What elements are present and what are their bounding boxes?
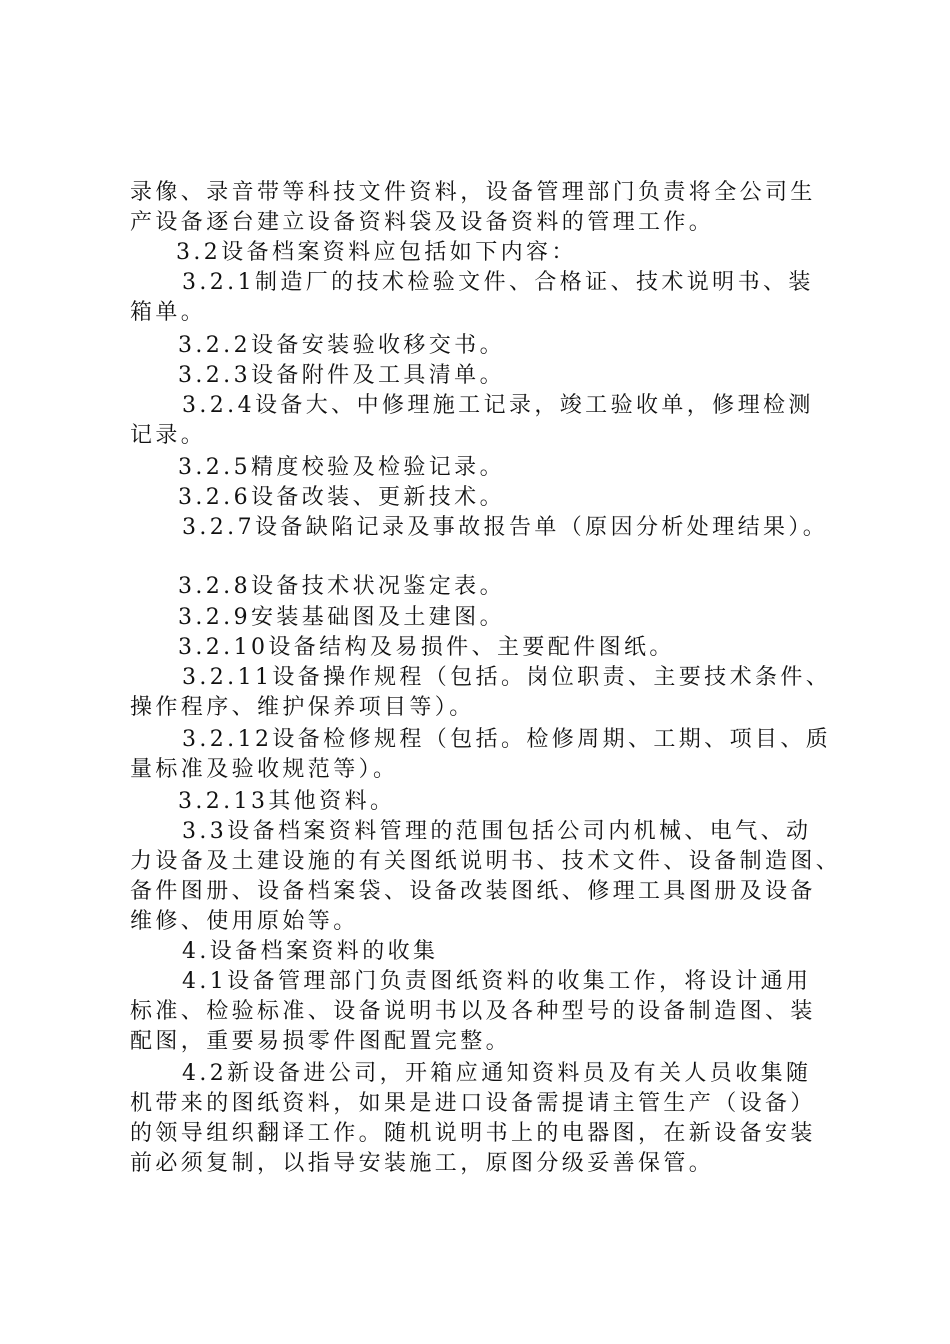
section-heading: 3.3设备档案资料管理的范围包括公司内机械、电气、动 (182, 819, 812, 844)
list-item: 3.2.3设备附件及工具清单。 (178, 363, 505, 388)
text-line: 记录。 (130, 423, 207, 448)
text-line: 备件图册、设备档案袋、设备改装图纸、修理工具图册及设备 (130, 879, 816, 904)
section-heading: 4.2新设备进公司，开箱应通知资料员及有关人员收集随 (182, 1061, 812, 1086)
section-heading: 4.设备档案资料的收集 (182, 939, 439, 964)
list-item: 3.2.7设备缺陷记录及事故报告单（原因分析处理结果）。 (182, 515, 829, 540)
list-item: 3.2.2设备安装验收移交书。 (178, 333, 505, 358)
list-item: 3.2.8设备技术状况鉴定表。 (178, 574, 505, 599)
list-item: 3.2.6设备改装、更新技术。 (178, 485, 505, 510)
text-line: 产设备逐台建立设备资料袋及设备资料的管理工作。 (130, 210, 715, 235)
text-line: 标准、检验标准、设备说明书以及各种型号的设备制造图、装 (130, 999, 816, 1024)
section-heading: 4.1设备管理部门负责图纸资料的收集工作，将设计通用 (182, 969, 812, 994)
section-heading: 3.2设备档案资料应包括如下内容： (176, 240, 577, 265)
text-line: 力设备及土建设施的有关图纸说明书、技术文件、设备制造图、 (130, 849, 842, 874)
list-item: 3.2.1制造厂的技术检验文件、合格证、技术说明书、装 (182, 270, 814, 295)
text-line: 的领导组织翻译工作。随机说明书上的电器图，在新设备安装 (130, 1121, 816, 1146)
list-item: 3.2.13其他资料。 (178, 789, 396, 814)
text-line: 操作程序、维护保养项目等）。 (130, 695, 475, 720)
list-item: 3.2.11设备操作规程（包括。岗位职责、主要技术条件、 (182, 665, 832, 690)
text-line: 箱单。 (130, 300, 207, 325)
list-item: 3.2.4设备大、中修理施工记录，竣工验收单，修理检测 (182, 393, 814, 418)
list-item: 3.2.9安装基础图及土建图。 (178, 605, 505, 630)
list-item: 3.2.12设备检修规程（包括。检修周期、工期、项目、质 (182, 727, 832, 752)
list-item: 3.2.10设备结构及易损件、主要配件图纸。 (178, 635, 675, 660)
text-line: 配图，重要易损零件图配置完整。 (130, 1029, 512, 1054)
text-line: 机带来的图纸资料，如果是进口设备需提请主管生产（设备） (130, 1091, 816, 1116)
text-line: 量标准及验收规范等）。 (130, 757, 399, 782)
text-line: 录像、录音带等科技文件资料，设备管理部门负责将全公司生 (130, 180, 816, 205)
text-line: 维修、使用原始等。 (130, 909, 359, 934)
list-item: 3.2.5精度校验及检验记录。 (178, 455, 505, 480)
text-line: 前必须复制，以指导安装施工，原图分级妥善保管。 (130, 1151, 715, 1176)
